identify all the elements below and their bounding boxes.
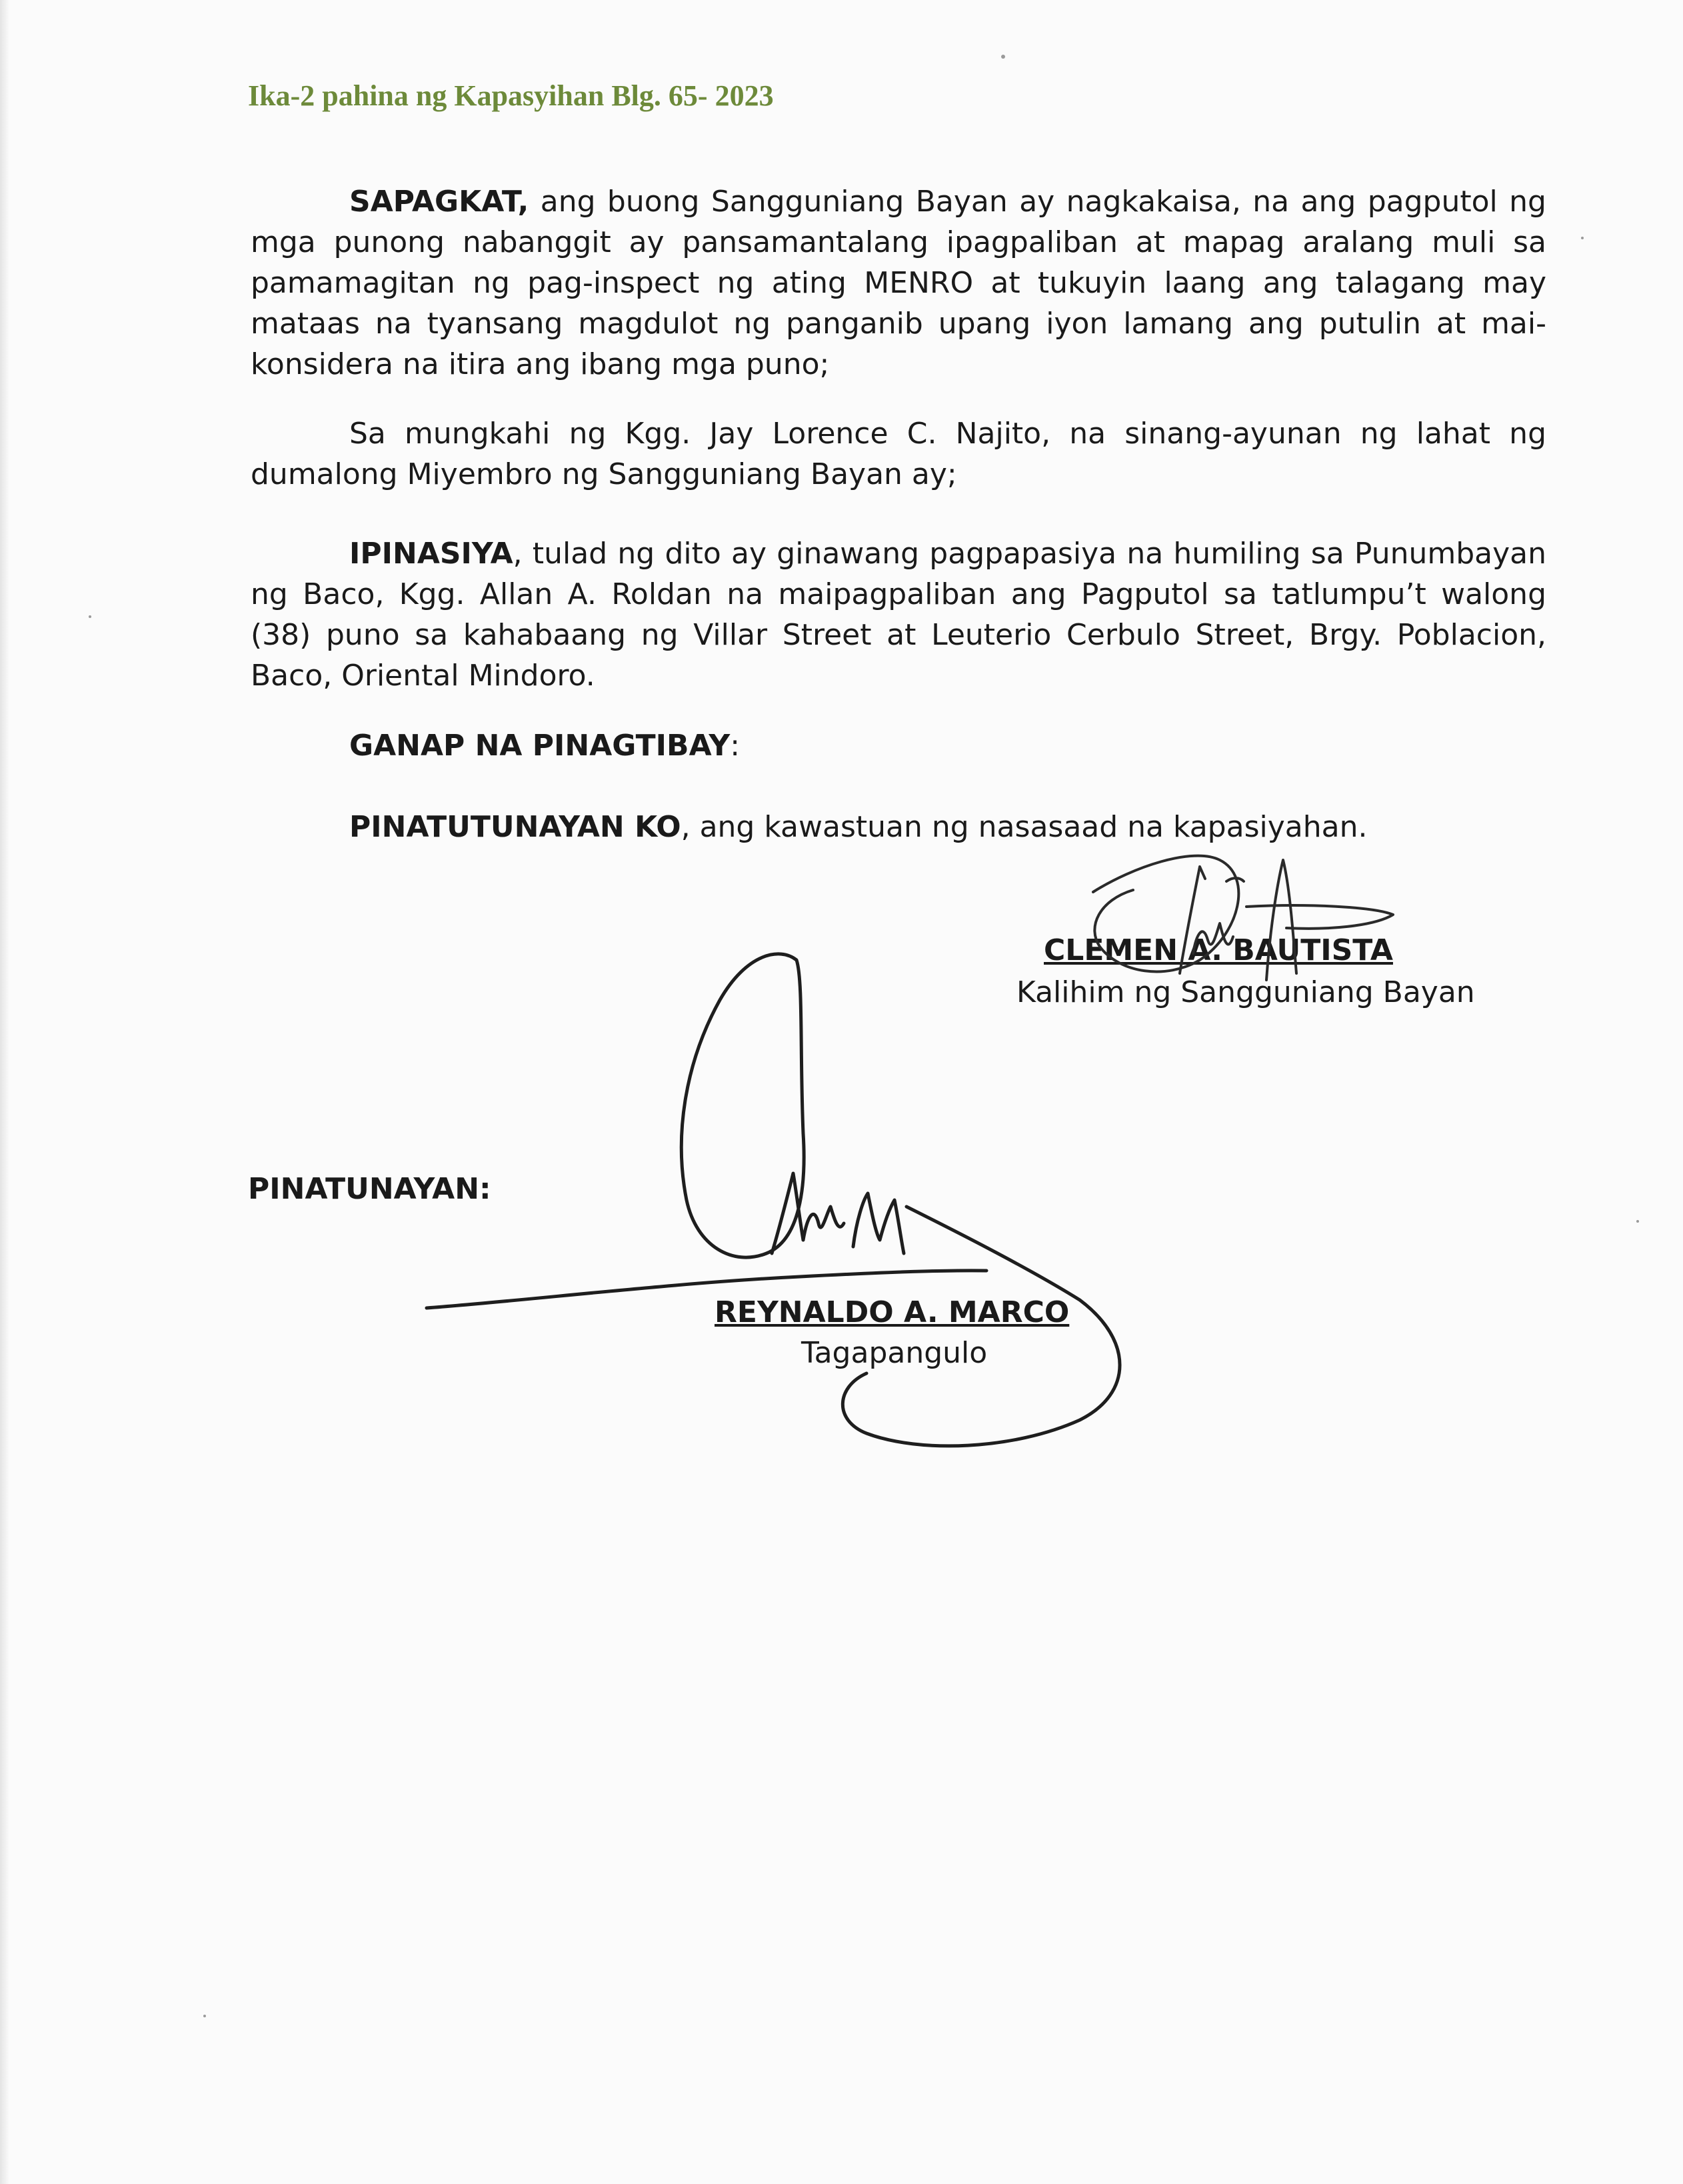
scan-speck xyxy=(1636,1220,1639,1223)
secretary-title: Kalihim ng Sangguniang Bayan xyxy=(1016,975,1475,1009)
scan-speck xyxy=(89,615,91,618)
pinatutunayan-lead: PINATUTUNAYAN KO xyxy=(349,810,681,844)
chairman-title: Tagapangulo xyxy=(801,1336,988,1370)
chairman-signature xyxy=(427,954,1120,1446)
ganap-lead: GANAP NA PINAGTIBAY xyxy=(349,729,731,763)
paragraph-sapagkat xyxy=(251,181,1546,385)
paragraph-text: Sa mungkahi ng Kgg. Jay Lorence C. Najito, na sinang-ayunan ng lahat ng dumalong Miyembro ng Sangguniang Bayan ay; xyxy=(251,417,1546,491)
chairman-name: REYNALDO A. MARCO xyxy=(715,1295,1070,1329)
paragraph-mungkahi xyxy=(251,413,1546,495)
paragraph-lead: IPINASIYA xyxy=(349,537,513,571)
secretary-name: CLEMEN A. BAUTISTA xyxy=(1044,933,1393,967)
paragraph-ipinasiya xyxy=(251,533,1546,696)
page-header: Ika-2 pahina ng Kapasyihan Blg. 65- 2023 xyxy=(248,79,774,112)
paragraph-text: ang buong Sangguniang Bayan ay nagkakaisa, na ang pagputol ng mga punong nabanggit ay pansamantalang ipagpaliban at mapag aralang muli sa pamamagitan ng pag-inspect ng ating MENRO at tukuyin laang ang talagang may mataas na tyansang magdulot ng panganib upang iyon lamang ang putulin at mai-konsidera na itira ang ibang mga puno; xyxy=(251,185,1546,381)
attestation-label: PINATUNAYAN: xyxy=(248,1172,491,1206)
ganap-na-pinagtibay xyxy=(349,729,740,763)
page-edge xyxy=(0,0,9,2184)
ganap-text: : xyxy=(730,729,741,763)
pinatutunayan-ko xyxy=(349,810,1367,844)
scan-speck xyxy=(203,2015,206,2017)
scan-speck xyxy=(1001,55,1005,59)
scan-speck xyxy=(1581,237,1584,239)
paragraph-lead: SAPAGKAT, xyxy=(349,185,529,219)
pinatutunayan-text: , ang kawastuan ng nasasaad na kapasiyahan. xyxy=(681,810,1368,844)
paragraph-text: , tulad ng dito ay ginawang pagpapasiya na humiling sa Punumbayan ng Baco, Kgg. Allan A. Roldan na maipagpaliban ang Pagputol sa tatlumpu’t walong (38) puno sa kahabaang ng Villar Street at Leuterio Cerbulo Street, Brgy. Poblacion, Baco, Oriental Mindoro. xyxy=(251,537,1546,693)
